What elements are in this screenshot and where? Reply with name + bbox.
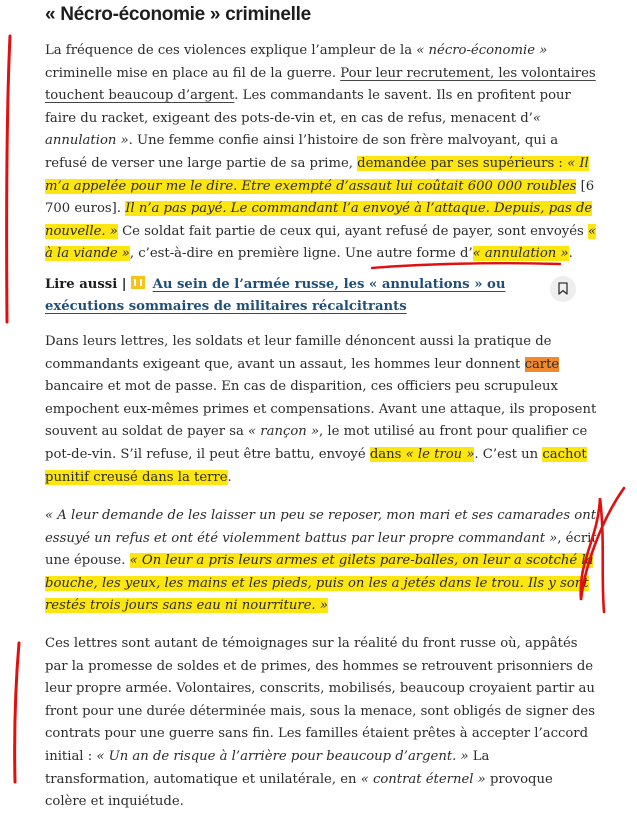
text-run: La transformation, automatique et unilatérale, en [45,748,490,787]
text-run: cachot punitif creusé dans la terre [45,446,587,485]
text-run: , c’est-à-dire en première ligne. Une autre forme d’ [129,246,473,262]
text-run: Pour leur recrutement, les volontaires touchent beaucoup d’argent [45,65,596,104]
text-run: , écrit une épouse. [45,530,597,569]
text-run: « annulation » [472,246,569,262]
text-run: « le trou » [405,446,475,462]
text-run: demandée par ses supérieurs : [357,155,568,171]
text-run: « annulation » [45,110,541,149]
paragraph-1 [45,40,597,266]
text-run: . Les commandants le savent. Ils en profitent pour faire du racket, exigeant des pots-de-vin et, en cas de refus, menacent d’ [45,88,571,126]
read-also-block [45,274,545,318]
left-margin-line-bottom [15,643,19,782]
text-run: « Il m’a appelée pour me le dire. Etre exempté d’assaut lui coûtait 600 000 roubles [45,155,589,194]
text-run: criminelle mise en place au fil de la guerre. [45,65,341,81]
text-run: Ce soldat fait partie de ceux qui, ayant refusé de payer, sont envoyés [117,223,588,239]
read-also-link[interactable]: Au sein de l’armée russe, les « annulations » ou exécutions sommaires de militaires récalcitrants [45,277,506,314]
text-run: Ces lettres sont autant de témoignages sur la réalité du front russe où, appâtés par la promesse de soldes et de primes, des hommes se retrouvent prisonniers de leur propre armée. Volontaires, conscrits, mobilisés, beaucoup croyaient partir au front pour une durée déterminée mais, sous la menace, sont obligés de signer des contrats pour une guerre sans fin. Les familles étaient prêtes à accepter l’accord initial : [45,636,595,764]
text-run: Dans leurs lettres, les soldats et leur famille dénoncent aussi la pratique de commandants exigeant que, avant un assaut, les hommes leur donnent [45,334,552,372]
text-run: . Une femme confie ainsi l’histoire de son frère malvoyant, qui a refusé de verser une large partie de sa prime, [45,133,559,171]
text-run: « nécro-économie » [416,43,548,58]
text-run: « On leur a pris leurs armes et gilets pare-balles, on leur a scotché la bouche, les yeux, les mains et les pieds, puis on les a jetés dans le trou. Ils y sont restés trois jours sans eau ni nourriture. » [45,553,594,614]
left-margin-line-top [7,36,10,322]
text-run: . [227,469,232,485]
bookmark-button[interactable] [550,276,576,302]
text-run: « rançon » [248,424,320,440]
text-run: provoque colère et inquiétude. [45,771,553,810]
text-run: carte [524,356,560,372]
paragraph-3 [45,505,597,618]
text-run: bancaire et mot de passe. En cas de disparition, ces officiers peu scrupuleux empochent eux-mêmes primes et compensations. Avant une attaque, ils proposent souvent au soldat de payer sa [45,379,597,440]
bookmark-icon [558,282,568,295]
text-run: La fréquence de ces violences explique l’ampleur de la [45,43,417,58]
text-run: . C’est un [474,446,543,462]
section-heading: « Nécro-économie » criminelle [45,4,311,25]
text-run: « à la viande » [45,223,597,262]
paragraph-2 [45,331,597,489]
text-run: « Un an de risque à l’arrière pour beaucoup d’argent. » [96,748,469,764]
text-run: dans [369,446,406,462]
text-run: « A leur demande de les laisser un peu se reposer, mon mari et ses camarades ont essuyé un refus et ont été violemment battus par leur propre commandant » [45,508,597,546]
text-run: [6 700 euros]. [45,178,595,217]
text-run: . [568,246,573,262]
text-run: , le mot utilisé au front pour qualifier ce pot-de-vin. S’il refuse, il peut être battu, envoyé [45,424,588,462]
text-run: « contrat éternel » [360,771,486,787]
paragraph-4 [45,633,597,814]
subscriber-badge-icon [131,276,145,289]
text-run: Il n’a pas payé. Le commandant l’a envoyé à l’attaque. Depuis, pas de nouvelle. » [45,201,593,239]
read-also-label: Lire aussi | [45,277,127,292]
